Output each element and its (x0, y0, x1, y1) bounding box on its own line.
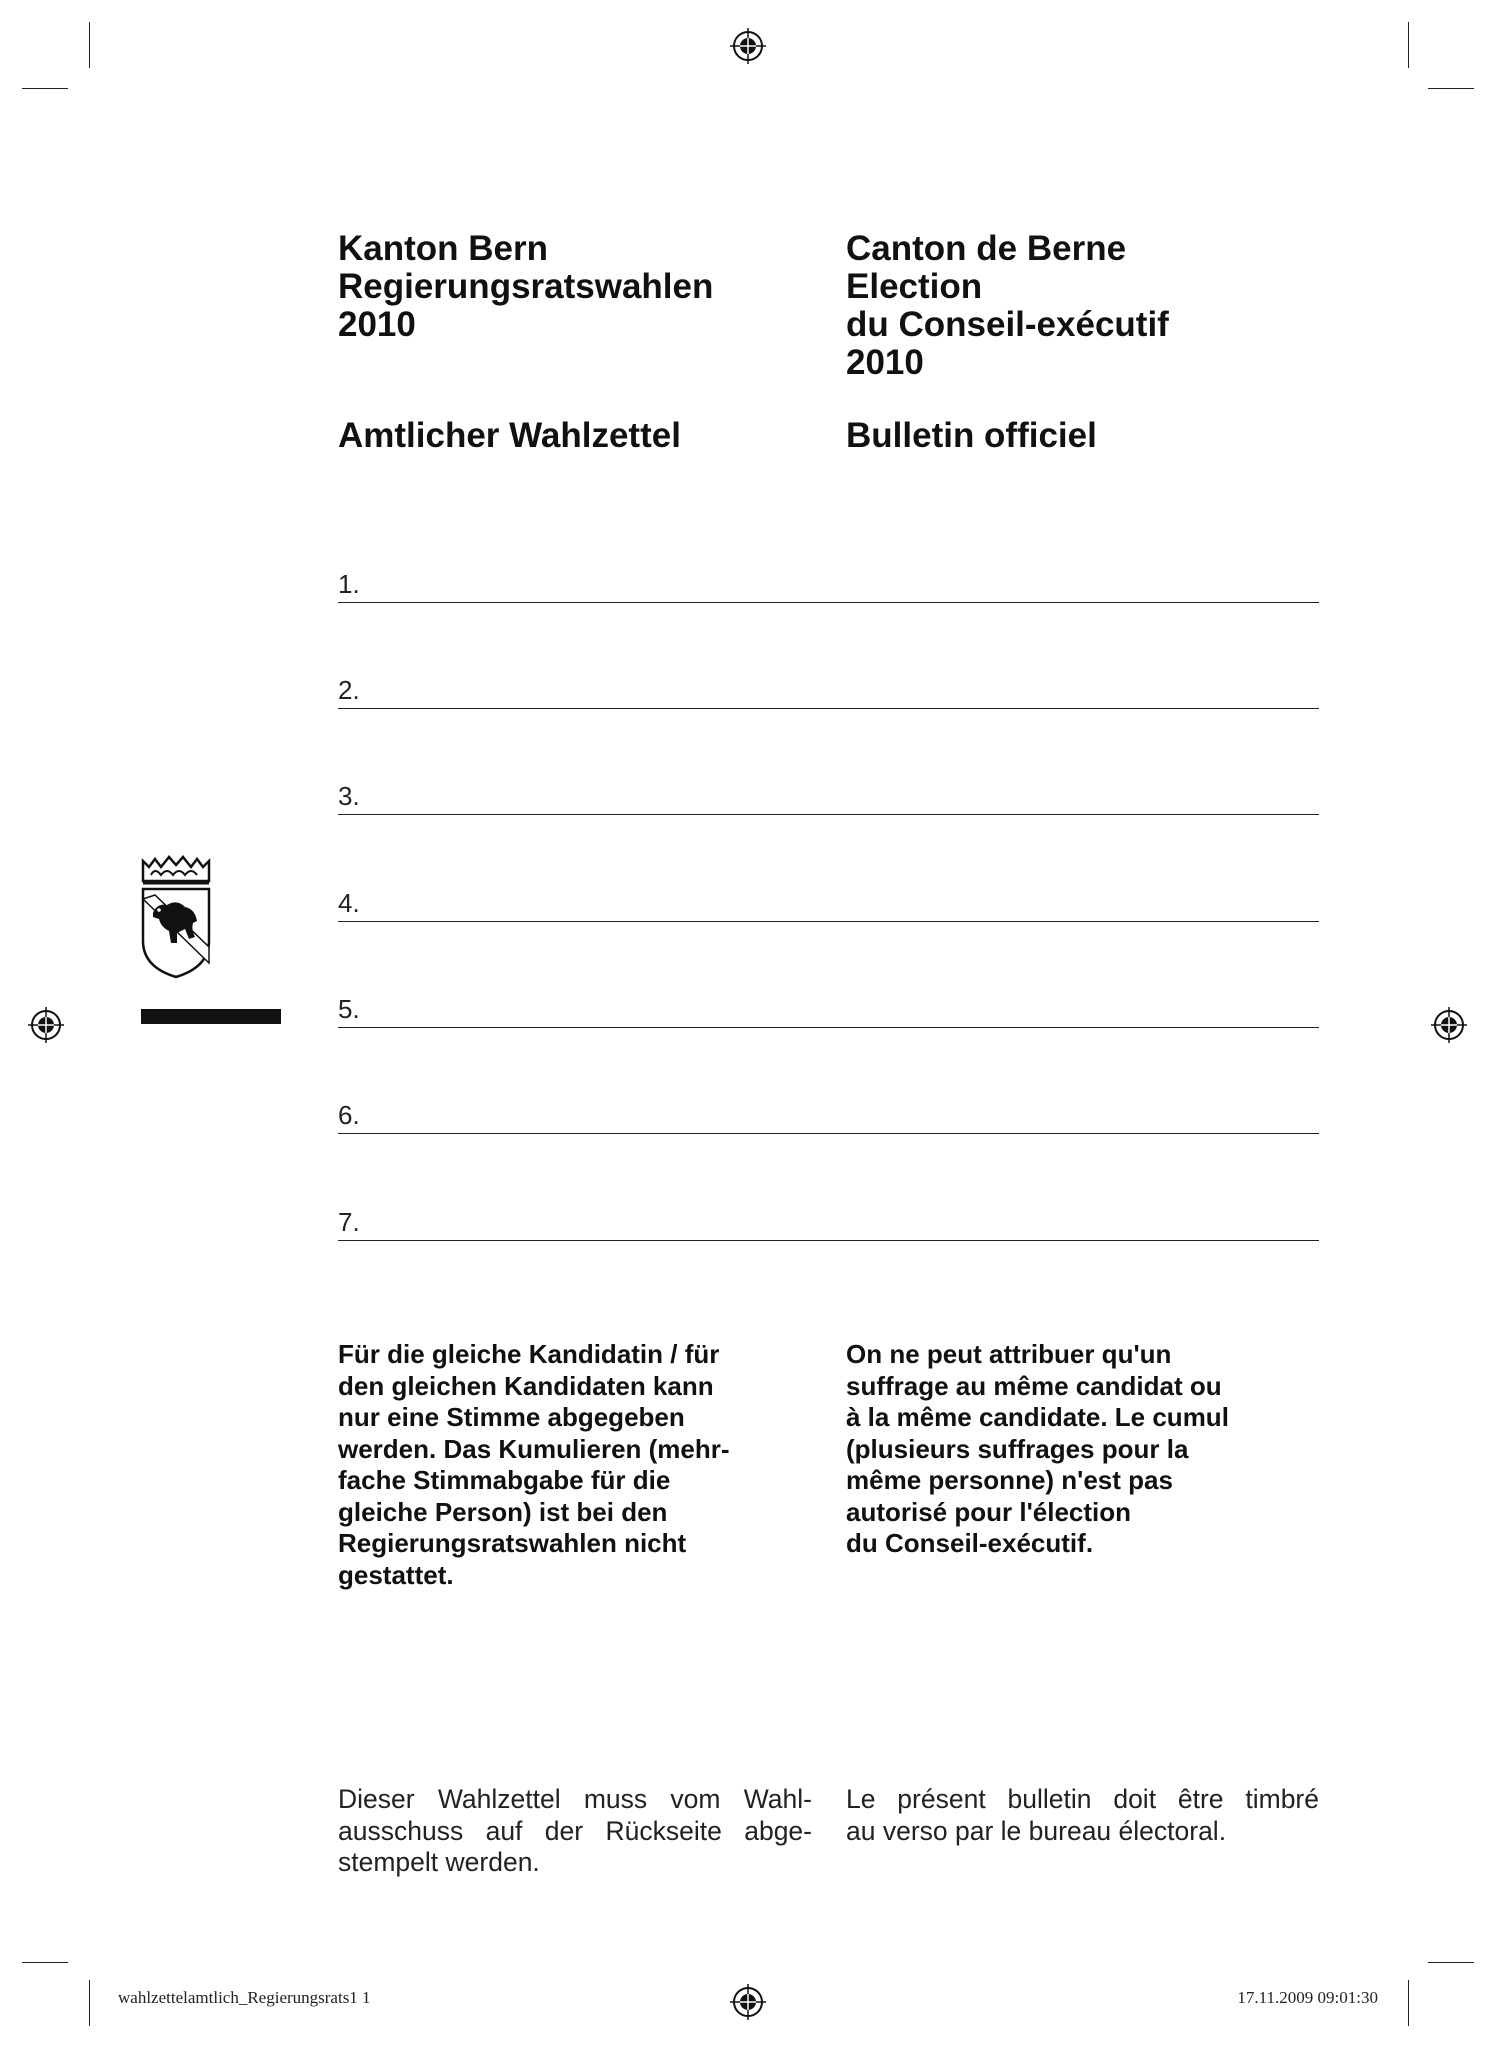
crop-mark (1408, 1980, 1409, 2026)
candidate-number: 7. (338, 1207, 360, 1237)
header-fr-line: du Conseil-exécutif (846, 305, 1169, 344)
note-fr-line: même personne) n'est pas (846, 1465, 1173, 1495)
crop-mark (1408, 22, 1409, 68)
stamp-note-fr (846, 1784, 1319, 1847)
note-fr-line: à la même candidate. Le cumul (846, 1402, 1229, 1432)
note-de-line: gleiche Person) ist bei den (338, 1496, 668, 1527)
registration-mark-icon (730, 28, 766, 64)
candidate-line-3[interactable] (338, 764, 1319, 815)
stamp-note-de-line: Dieser Wahlzettel muss vom Wahl- (338, 1784, 812, 1814)
stamp-note-de-line: stempelt werden. (338, 1847, 540, 1877)
note-fr-line: autorisé pour l'élection (846, 1496, 1132, 1527)
note-de-line: fache Stimmabgabe für die (338, 1465, 671, 1495)
crop-mark (1428, 1962, 1474, 1963)
header-de-line: Regierungsratswahlen (338, 267, 714, 306)
candidate-line-7[interactable] (338, 1190, 1319, 1241)
stamp-note-de-line: ausschuss auf der Rückseite abge- (338, 1815, 812, 1846)
header-fr (846, 230, 1169, 382)
registration-mark-icon (730, 1984, 766, 2020)
note-fr-line: suffrage au même candidat ou (846, 1370, 1222, 1401)
header-de-line: 2010 (338, 305, 416, 344)
bern-coat-of-arms-icon (139, 855, 213, 979)
candidate-line-6[interactable] (338, 1083, 1319, 1134)
crop-mark (22, 1962, 68, 1963)
note-fr-line: (plusieurs suffrages pour la (846, 1433, 1189, 1464)
ballot-title-de: Amtlicher Wahlzettel (338, 416, 681, 455)
candidate-number: 3. (338, 781, 360, 811)
header-fr-line: Election (846, 267, 983, 306)
registration-mark-icon (28, 1007, 64, 1043)
stamp-note-fr-line: Le présent bulletin doit être timbré (846, 1784, 1319, 1814)
candidate-number: 2. (338, 675, 360, 705)
footer-filename: wahlzettelamtlich_Regierungsrats1 1 (118, 1988, 371, 2007)
header-de-line: Kanton Bern (338, 229, 548, 268)
note-de-line: gestattet. (338, 1559, 454, 1590)
stamp-note-de (338, 1784, 812, 1879)
candidate-line-4[interactable] (338, 871, 1319, 922)
ballot-title-fr: Bulletin officiel (846, 416, 1097, 455)
note-de-line: nur eine Stimme abgegeben (338, 1402, 685, 1432)
crop-mark (1428, 88, 1474, 89)
footer-timestamp: 17.11.2009 09:01:30 (1237, 1988, 1378, 2007)
header-fr-line: Canton de Berne (846, 229, 1127, 268)
note-de-line: den gleichen Kandidaten kann (338, 1370, 714, 1401)
candidate-number: 1. (338, 569, 360, 599)
emblem-bar (141, 1009, 281, 1024)
note-de (338, 1339, 778, 1591)
candidate-line-5[interactable] (338, 977, 1319, 1028)
candidate-line-2[interactable] (338, 658, 1319, 709)
crop-mark (22, 88, 68, 89)
header-fr-line: 2010 (846, 343, 924, 382)
note-fr (846, 1339, 1286, 1560)
note-de-line: Für die gleiche Kandidatin / für (338, 1339, 720, 1369)
candidate-line-1[interactable] (338, 552, 1319, 603)
crop-mark (89, 1980, 90, 2026)
registration-mark-icon (1431, 1007, 1467, 1043)
candidate-number: 6. (338, 1100, 360, 1130)
candidate-number: 4. (338, 888, 360, 918)
header-de (338, 230, 713, 344)
crop-mark (89, 22, 90, 68)
note-de-line: Regierungsratswahlen nicht (338, 1528, 687, 1558)
note-fr-line: du Conseil-exécutif. (846, 1528, 1094, 1558)
note-fr-line: On ne peut attribuer qu'un (846, 1339, 1172, 1369)
note-de-line: werden. Das Kumulieren (mehr- (338, 1433, 730, 1464)
stamp-note-fr-line: au verso par le bureau électoral. (846, 1815, 1227, 1846)
candidate-number: 5. (338, 994, 360, 1024)
